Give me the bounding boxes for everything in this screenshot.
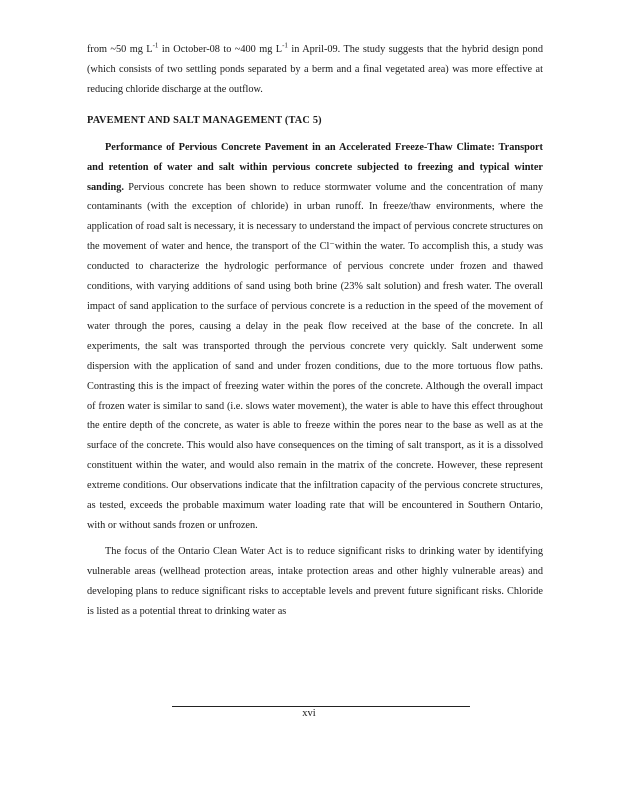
body-paragraph-2: The focus of the Ontario Clean Water Act is to reduce significant risks to drinking water by identifying vulnerable areas (wellhead protection areas, intake protection areas and other highly vulnerable areas) and developing plans to reduce significant risks to acceptable levels and prevent future significant risks. Chloride is listed as a potential threat to drinking water as (87, 545, 543, 617)
paragraph-body: Pervious concrete has been shown to reduce stormwater volume and the concentration of many contaminants (with the exception of chloride) in urban runoff. In freeze/thaw environments, where the application of road salt is necessary, it is necessary to understand the impact of pervious concrete structures on the movement of water and hence, the transport of the Cl⁻within the water. To accomplish this, a study was conducted to characterize the hydrologic performance of pervious concrete under frozen and thawed conditions, with varying additions of sand using both brine (23% salt solution) and fresh water. The overall impact of sand application to the surface of pervious concrete is a reduction in the speed of the movement of water through the pores, causing a delay in the peak flow received at the base of the concrete. In all experiments, the salt was transported through the pervious concrete very quickly. Salt underwent some dispersion with the application of sand and under frozen conditions, due to the more tortuous flow paths. Contrasting this is the impact of freezing water within the pores of the concrete. Although the overall impact of frozen water is similar to sand (i.e. slows water movement), the water is able to have this effect throughout the entire depth of the concrete, as water is able to freeze within the pores near to the base as well as at the surface of the concrete. This would also have consequences on the timing of salt transport, as it is a dissolved constituent within the water, and would also remain in the matrix of the concrete. However, these represent extreme conditions. Our observations indicate that the infiltration capacity of the pervious concrete structures, as tested, exceeds the probable maximum water loading rate that will be encountered in Southern Ontario, with or without sands frozen or unfrozen. (87, 181, 543, 531)
unit-superscript-2: -1 (282, 41, 288, 50)
continuation-text-end: in April-09. The study suggests that the hybrid design pond (which consists of two settling ponds separated by a berm and a final vegetated area) was more effective at reducing chloride discharge at the outflow. (87, 44, 543, 95)
body-paragraph-1 (87, 138, 543, 536)
section-heading: PAVEMENT AND SALT MANAGEMENT (TAC 5) (87, 114, 322, 126)
page-number: xvi (302, 708, 316, 719)
continuation-text-mid: in October-08 to ~400 mg L (158, 44, 283, 55)
document-page (87, 40, 543, 621)
paragraph-title: Performance of Pervious Concrete Pavement in an Accelerated Freeze-Thaw Climate: Transport and retention of water and salt within pervious concrete subjected to freezing and typical winter sanding. (87, 141, 543, 193)
unit-superscript-1: -1 (152, 41, 159, 50)
continuation-text-start: from ~50 mg L (87, 44, 153, 55)
continuation-paragraph (87, 40, 543, 100)
